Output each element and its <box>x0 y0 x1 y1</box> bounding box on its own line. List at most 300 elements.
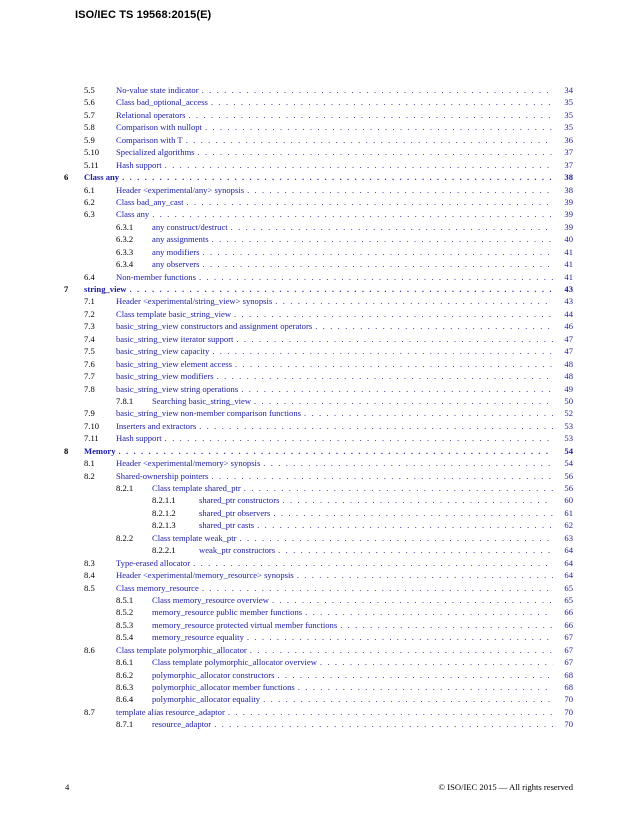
toc-section-number: 8.5.2 <box>116 607 134 618</box>
toc-leader-dots <box>202 84 553 96</box>
toc-entry-link[interactable] <box>84 283 573 295</box>
toc-leader-dots <box>275 295 553 307</box>
toc-entry-link[interactable] <box>152 669 573 681</box>
toc-page-number[interactable]: 70 <box>564 706 573 717</box>
toc-page-number[interactable]: 56 <box>564 470 573 481</box>
toc-page-number[interactable]: 40 <box>564 234 573 245</box>
toc-entry-link[interactable] <box>116 370 573 382</box>
toc-entry-link[interactable] <box>116 470 573 482</box>
toc-entry-link[interactable] <box>116 432 573 444</box>
toc-entry-title[interactable]: memory_resource public member functions <box>152 606 305 618</box>
toc-page-number[interactable]: 36 <box>564 134 573 145</box>
toc-chapter-row[interactable] <box>64 283 573 295</box>
toc-row[interactable] <box>64 358 573 370</box>
toc-leader-dots <box>241 383 553 395</box>
page-number: 4 <box>65 782 70 792</box>
toc-leader-dots <box>235 358 553 370</box>
toc-section-number: 8 <box>64 445 69 456</box>
toc-section-number: 8.2.2.1 <box>152 545 176 556</box>
toc-entry-link[interactable] <box>116 295 573 307</box>
toc-entry-title[interactable]: Specialized algorithms <box>116 146 198 158</box>
toc-leader-dots <box>304 407 553 419</box>
toc-row[interactable] <box>64 619 573 631</box>
document-header: ISO/IEC TS 19568:2015(E) <box>75 9 212 21</box>
toc-page-number[interactable]: 52 <box>564 408 573 419</box>
toc-row[interactable] <box>64 308 573 320</box>
toc-leader-dots <box>199 420 553 432</box>
toc-entry-title[interactable]: Class any <box>116 208 152 220</box>
toc-row[interactable] <box>64 557 573 569</box>
toc-entry-title[interactable]: Class bad_any_cast <box>116 196 187 208</box>
toc-section-number: 7.8.1 <box>116 395 134 406</box>
toc-leader-dots <box>305 606 553 618</box>
toc-row[interactable] <box>64 208 573 220</box>
toc-section-number: 8.5.1 <box>116 594 134 605</box>
toc-leader-dots <box>198 146 553 158</box>
toc-page-number[interactable]: 63 <box>564 532 573 543</box>
toc-entry-title[interactable]: basic_string_view modifiers <box>116 370 217 382</box>
toc-page-number[interactable]: 67 <box>564 632 573 643</box>
toc-leader-dots <box>212 233 553 245</box>
toc-section-number: 8.5.3 <box>116 619 134 630</box>
toc-entry-link[interactable] <box>116 407 573 419</box>
toc-page-number[interactable]: 64 <box>564 545 573 556</box>
toc-entry-title[interactable]: Class template basic_string_view <box>116 308 234 320</box>
toc-entry-title[interactable]: any observers <box>152 258 203 270</box>
toc-section-number: 8.7 <box>84 706 95 717</box>
toc-row[interactable] <box>64 631 573 643</box>
toc-page-number[interactable]: 54 <box>564 458 573 469</box>
toc-entry-title[interactable]: Inserters and extractors <box>116 420 199 432</box>
toc-entry-link[interactable] <box>152 656 573 668</box>
toc-section-number: 8.2.2 <box>116 532 134 543</box>
toc-entry-link[interactable] <box>116 184 573 196</box>
toc-page-number[interactable]: 47 <box>564 333 573 344</box>
toc-row[interactable] <box>64 507 573 519</box>
toc-leader-dots <box>211 96 553 108</box>
toc-section-number: 7.2 <box>84 308 95 319</box>
toc-leader-dots <box>212 345 553 357</box>
toc-leader-dots <box>250 644 553 656</box>
toc-section-number: 6.1 <box>84 184 95 195</box>
toc-section-number: 8.2.1 <box>116 483 134 493</box>
toc-entry-title[interactable]: shared_ptr observers <box>199 507 273 519</box>
toc-entry-title[interactable]: Class bad_optional_access <box>116 96 211 108</box>
toc-entry-title[interactable]: Non-member functions <box>116 271 199 283</box>
toc-entry-link[interactable] <box>199 519 573 531</box>
toc-row[interactable] <box>64 196 573 208</box>
toc-entry-title[interactable]: Class template polymorphic_allocator <box>116 644 250 656</box>
toc-page-number[interactable]: 41 <box>564 271 573 282</box>
toc-page-number[interactable]: 39 <box>564 196 573 207</box>
toc-row[interactable] <box>64 84 573 96</box>
toc-page-number[interactable]: 54 <box>564 445 573 456</box>
toc-entry-title[interactable]: basic_string_view capacity <box>116 345 212 357</box>
toc-leader-dots <box>202 582 553 594</box>
toc-leader-dots <box>165 432 553 444</box>
toc-row[interactable] <box>64 519 573 531</box>
toc-entry-link[interactable] <box>116 345 573 357</box>
toc-entry-link[interactable] <box>116 121 573 133</box>
toc-page-number[interactable]: 46 <box>564 321 573 332</box>
toc-page-number[interactable]: 53 <box>564 433 573 444</box>
toc-row[interactable] <box>64 681 573 693</box>
toc-entry-link[interactable] <box>116 420 573 432</box>
toc-entry-link[interactable] <box>116 706 573 718</box>
toc-leader-dots <box>320 656 553 668</box>
toc-page-number[interactable]: 64 <box>564 570 573 581</box>
toc-entry-title[interactable]: shared_ptr casts <box>199 519 257 531</box>
toc-row[interactable] <box>64 582 573 594</box>
toc-entry-title[interactable]: Header <experimental/string_view> synopsis <box>116 295 275 307</box>
toc-entry-title[interactable]: shared_ptr constructors <box>199 494 282 506</box>
toc-leader-dots <box>211 470 553 482</box>
toc-page-number[interactable]: 43 <box>564 284 573 294</box>
toc-entry-title[interactable]: string_view <box>84 283 130 295</box>
toc-row[interactable] <box>64 532 573 544</box>
toc-section-number: 8.1 <box>84 458 95 469</box>
toc-entry-title[interactable]: polymorphic_allocator constructors <box>152 669 277 681</box>
toc-entry-link[interactable] <box>116 271 573 283</box>
toc-page-number[interactable]: 37 <box>564 159 573 170</box>
toc-section-number: 7.7 <box>84 371 95 382</box>
toc-page-number[interactable]: 56 <box>564 483 573 493</box>
toc-section-number: 7.6 <box>84 358 95 369</box>
toc-entry-title[interactable]: Class template polymorphic_allocator overview <box>152 656 320 668</box>
toc-page-number[interactable]: 43 <box>564 296 573 307</box>
toc-row[interactable] <box>64 544 573 556</box>
toc-page-number[interactable]: 35 <box>564 97 573 108</box>
toc-row[interactable] <box>64 221 573 233</box>
toc-entry-link[interactable] <box>116 557 573 569</box>
toc-section-number: 5.6 <box>84 97 95 108</box>
toc-entry-link[interactable] <box>116 582 573 594</box>
toc-row[interactable] <box>64 333 573 345</box>
toc-section-number: 8.2.1.3 <box>152 520 176 531</box>
toc-page-number[interactable]: 37 <box>564 147 573 158</box>
toc-entry-title[interactable]: Comparison with nullopt <box>116 121 205 133</box>
toc-leader-dots <box>239 532 553 544</box>
toc-row[interactable] <box>64 606 573 618</box>
toc-entry-title[interactable]: Header <experimental/memory> synopsis <box>116 457 263 469</box>
toc-leader-dots <box>152 208 553 220</box>
toc-entry-link[interactable] <box>199 507 573 519</box>
toc-leader-dots <box>297 569 553 581</box>
toc-entry-title[interactable]: Class memory_resource overview <box>152 594 272 606</box>
toc-section-number: 8.2.1.1 <box>152 495 176 506</box>
toc-leader-dots <box>193 557 553 569</box>
toc-row[interactable] <box>64 109 573 121</box>
toc-section-number: 8.6 <box>84 644 95 655</box>
toc-entry-link[interactable] <box>116 109 573 121</box>
toc-leader-dots <box>214 718 553 730</box>
toc-entry-title[interactable]: basic_string_view constructors and assignment operators <box>116 320 315 332</box>
toc-entry-link[interactable] <box>116 196 573 208</box>
toc-section-number: 6.3 <box>84 209 95 220</box>
toc-row[interactable] <box>64 345 573 357</box>
copyright-notice: © ISO/IEC 2015 — All rights reserved <box>438 782 573 792</box>
toc-page-number[interactable]: 66 <box>564 619 573 630</box>
toc-leader-dots <box>231 221 553 233</box>
toc-row[interactable] <box>64 383 573 395</box>
toc-section-number: 5.10 <box>84 147 100 158</box>
toc-entry-link[interactable] <box>152 221 573 233</box>
toc-entry-title[interactable]: Class template shared_ptr <box>152 482 244 494</box>
toc-entry-title[interactable]: template alias resource_adaptor <box>116 706 228 718</box>
toc-leader-dots <box>257 519 553 531</box>
toc-page-number[interactable]: 61 <box>564 507 573 518</box>
toc-entry-title[interactable]: weak_ptr constructors <box>199 544 278 556</box>
toc-entry-title[interactable]: Type-erased allocator <box>116 557 193 569</box>
toc-leader-dots <box>165 159 553 171</box>
toc-entry-link[interactable] <box>152 246 573 258</box>
toc-leader-dots <box>298 681 553 693</box>
toc-page-number[interactable]: 41 <box>564 259 573 270</box>
toc-page-number[interactable]: 34 <box>564 85 573 95</box>
toc-page-number[interactable]: 38 <box>564 184 573 195</box>
toc-row[interactable] <box>64 669 573 681</box>
toc-entry-link[interactable] <box>84 445 573 457</box>
toc-section-number: 5.5 <box>84 85 95 95</box>
toc-row[interactable] <box>64 644 573 656</box>
toc-entry-title[interactable]: Class memory_resource <box>116 582 202 594</box>
toc-leader-dots <box>244 482 553 494</box>
toc-page-number[interactable]: 70 <box>564 719 573 730</box>
toc-section-number: 8.6.1 <box>116 657 134 668</box>
toc-section-number: 7.4 <box>84 333 95 344</box>
toc-page-number[interactable]: 67 <box>564 644 573 655</box>
toc-leader-dots <box>273 507 553 519</box>
toc-entry-title[interactable]: memory_resource protected virtual member functions <box>152 619 340 631</box>
toc-entry-title[interactable]: Header <experimental/memory_resource> synopsis <box>116 569 297 581</box>
toc-entry-link[interactable] <box>84 171 573 183</box>
toc-section-number: 5.11 <box>84 159 99 170</box>
toc-entry-title[interactable]: No-value state indicator <box>116 84 202 96</box>
toc-row[interactable] <box>64 693 573 705</box>
toc-entry-link[interactable] <box>152 681 573 693</box>
toc-entry-link[interactable] <box>116 96 573 108</box>
toc-page-number[interactable]: 65 <box>564 594 573 605</box>
toc-row[interactable] <box>64 146 573 158</box>
toc-leader-dots <box>203 258 554 270</box>
toc-entry-title[interactable]: memory_resource equality <box>152 631 247 643</box>
toc-row[interactable] <box>64 457 573 469</box>
toc-row[interactable] <box>64 271 573 283</box>
toc-row[interactable] <box>64 370 573 382</box>
toc-entry-link[interactable] <box>152 532 573 544</box>
toc-entry-link[interactable] <box>116 208 573 220</box>
toc-section-number: 8.6.2 <box>116 669 134 680</box>
toc-leader-dots <box>187 196 553 208</box>
toc-leader-dots <box>272 594 553 606</box>
toc-entry-title[interactable]: Comparison with T <box>116 134 186 146</box>
toc-page-number[interactable]: 67 <box>564 657 573 668</box>
toc-page-number[interactable]: 39 <box>564 209 573 220</box>
toc-row[interactable] <box>64 656 573 668</box>
toc-row[interactable] <box>64 159 573 171</box>
toc-section-number: 8.7.1 <box>116 719 134 730</box>
toc-page-number[interactable]: 65 <box>564 582 573 593</box>
toc-page-number[interactable]: 38 <box>564 172 573 183</box>
toc-leader-dots <box>188 109 553 121</box>
toc-section-number: 7.11 <box>84 433 99 444</box>
toc-leader-dots <box>247 184 553 196</box>
toc-section-number: 7.3 <box>84 321 95 332</box>
toc-entry-title[interactable]: Hash support <box>116 432 165 444</box>
toc-entry-link[interactable] <box>152 482 573 494</box>
toc-section-number: 5.8 <box>84 122 95 133</box>
toc-entry-link[interactable] <box>116 383 573 395</box>
toc-row[interactable] <box>64 432 573 444</box>
toc-entry-link[interactable] <box>116 644 573 656</box>
toc-leader-dots <box>119 445 554 457</box>
toc-section-number: 6.3.2 <box>116 234 134 245</box>
toc-section-number: 8.6.3 <box>116 682 134 692</box>
toc-row[interactable] <box>64 718 573 730</box>
toc-entry-title[interactable]: basic_string_view string operations <box>116 383 241 395</box>
toc-entry-title[interactable]: basic_string_view iterator support <box>116 333 236 345</box>
toc-section-number: 6 <box>64 172 69 183</box>
toc-entry-title[interactable]: Memory <box>84 445 119 457</box>
toc-row[interactable] <box>64 320 573 332</box>
toc-page-number[interactable]: 49 <box>564 383 573 394</box>
toc-page-number[interactable]: 66 <box>564 607 573 618</box>
toc-row[interactable] <box>64 233 573 245</box>
toc-leader-dots <box>236 333 553 345</box>
toc-entry-link[interactable] <box>152 631 573 643</box>
toc-row[interactable] <box>64 96 573 108</box>
toc-row[interactable] <box>64 295 573 307</box>
toc-row[interactable] <box>64 470 573 482</box>
toc-section-number: 7.10 <box>84 420 100 431</box>
toc-entry-link[interactable] <box>116 146 573 158</box>
toc-page-number[interactable]: 60 <box>564 495 573 506</box>
toc-entry-title[interactable]: Header <experimental/any> synopsis <box>116 184 247 196</box>
toc-section-number: 7.8 <box>84 383 95 394</box>
toc-page-number[interactable]: 70 <box>564 694 573 705</box>
toc-page-number[interactable]: 41 <box>564 246 573 257</box>
toc-row[interactable] <box>64 134 573 146</box>
toc-entry-title[interactable]: Relational operators <box>116 109 188 121</box>
toc-entry-link[interactable] <box>116 308 573 320</box>
toc-leader-dots <box>199 271 553 283</box>
toc-section-number: 7.1 <box>84 296 95 307</box>
toc-entry-link[interactable] <box>116 569 573 581</box>
toc-leader-dots <box>315 320 553 332</box>
toc-entry-link[interactable] <box>152 718 573 730</box>
toc-leader-dots <box>217 370 553 382</box>
toc-row[interactable] <box>64 395 573 407</box>
toc-entry-title[interactable]: resource_adaptor <box>152 718 214 730</box>
toc-page-number[interactable]: 35 <box>564 109 573 120</box>
toc-entry-link[interactable] <box>199 544 573 556</box>
toc-leader-dots <box>263 693 553 705</box>
toc-row[interactable] <box>64 594 573 606</box>
toc-entry-link[interactable] <box>152 233 573 245</box>
toc-row[interactable] <box>64 246 573 258</box>
toc-entry-title[interactable]: polymorphic_allocator member functions <box>152 681 298 693</box>
toc-page-number[interactable]: 48 <box>564 358 573 369</box>
toc-entry-title[interactable]: Class template weak_ptr <box>152 532 239 544</box>
toc-section-number: 8.5 <box>84 582 95 593</box>
toc-section-number: 8.2.1.2 <box>152 507 176 518</box>
toc-row[interactable] <box>64 482 573 494</box>
toc-section-number: 6.3.3 <box>116 246 134 257</box>
toc-row[interactable] <box>64 569 573 581</box>
toc-page-number[interactable]: 68 <box>564 682 573 692</box>
toc-leader-dots <box>203 246 554 258</box>
toc-section-number: 8.5.4 <box>116 632 134 643</box>
toc-entry-link[interactable] <box>116 457 573 469</box>
toc-section-number: 7.5 <box>84 346 95 357</box>
toc-row[interactable] <box>64 706 573 718</box>
toc-entry-link[interactable] <box>116 84 573 96</box>
toc-entry-link[interactable] <box>152 693 573 705</box>
toc-row[interactable] <box>64 184 573 196</box>
toc-chapter-row[interactable] <box>64 445 573 457</box>
toc-page-number[interactable]: 47 <box>564 346 573 357</box>
toc-entry-title[interactable]: Hash support <box>116 159 165 171</box>
toc-entry-link[interactable] <box>152 619 573 631</box>
toc-entry-title[interactable]: any modifiers <box>152 246 203 258</box>
toc-row[interactable] <box>64 258 573 270</box>
toc-section-number: 8.3 <box>84 557 95 568</box>
toc-entry-link[interactable] <box>116 358 573 370</box>
toc-page-number[interactable]: 50 <box>564 395 573 406</box>
toc-page-number[interactable]: 64 <box>564 557 573 568</box>
toc-entry-title[interactable]: basic_string_view non-member comparison functions <box>116 407 304 419</box>
toc-page-number[interactable]: 39 <box>564 221 573 232</box>
toc-entry-link[interactable] <box>152 258 573 270</box>
toc-leader-dots <box>228 706 553 718</box>
toc-page-number[interactable]: 35 <box>564 122 573 133</box>
toc-leader-dots <box>277 669 553 681</box>
toc-entry-title[interactable]: Class any <box>84 171 122 183</box>
toc-entry-link[interactable] <box>152 594 573 606</box>
toc-page-number[interactable]: 44 <box>564 308 573 319</box>
toc-entry-link[interactable] <box>152 606 573 618</box>
toc-section-number: 5.9 <box>84 134 95 145</box>
toc-leader-dots <box>254 395 553 407</box>
toc-entry-title[interactable]: any construct/destruct <box>152 221 231 233</box>
toc-chapter-row[interactable] <box>64 171 573 183</box>
toc-leader-dots <box>263 457 553 469</box>
toc-row[interactable] <box>64 407 573 419</box>
toc-row[interactable] <box>64 420 573 432</box>
toc-leader-dots <box>186 134 553 146</box>
toc-section-number: 7.9 <box>84 408 95 419</box>
toc-section-number: 6.3.4 <box>116 259 134 270</box>
toc-page-number[interactable]: 62 <box>564 520 573 531</box>
toc-row[interactable] <box>64 121 573 133</box>
toc-entry-title[interactable]: polymorphic_allocator equality <box>152 693 263 705</box>
toc-entry-link[interactable] <box>116 134 573 146</box>
toc-entry-link[interactable] <box>116 320 573 332</box>
toc-entry-link[interactable] <box>116 333 573 345</box>
toc-entry-link[interactable] <box>116 159 573 171</box>
toc-row[interactable] <box>64 494 573 506</box>
toc-entry-title[interactable]: basic_string_view element access <box>116 358 235 370</box>
toc-entry-title[interactable]: Searching basic_string_view <box>152 395 254 407</box>
toc-entry-link[interactable] <box>199 494 573 506</box>
toc-entry-link[interactable] <box>152 395 573 407</box>
toc-page-number[interactable]: 53 <box>564 420 573 431</box>
toc-page-number[interactable]: 68 <box>564 669 573 680</box>
toc-section-number: 6.4 <box>84 271 95 282</box>
toc-entry-title[interactable]: any assignments <box>152 233 212 245</box>
toc-page-number[interactable]: 48 <box>564 371 573 382</box>
toc-entry-title[interactable]: Shared-ownership pointers <box>116 470 211 482</box>
